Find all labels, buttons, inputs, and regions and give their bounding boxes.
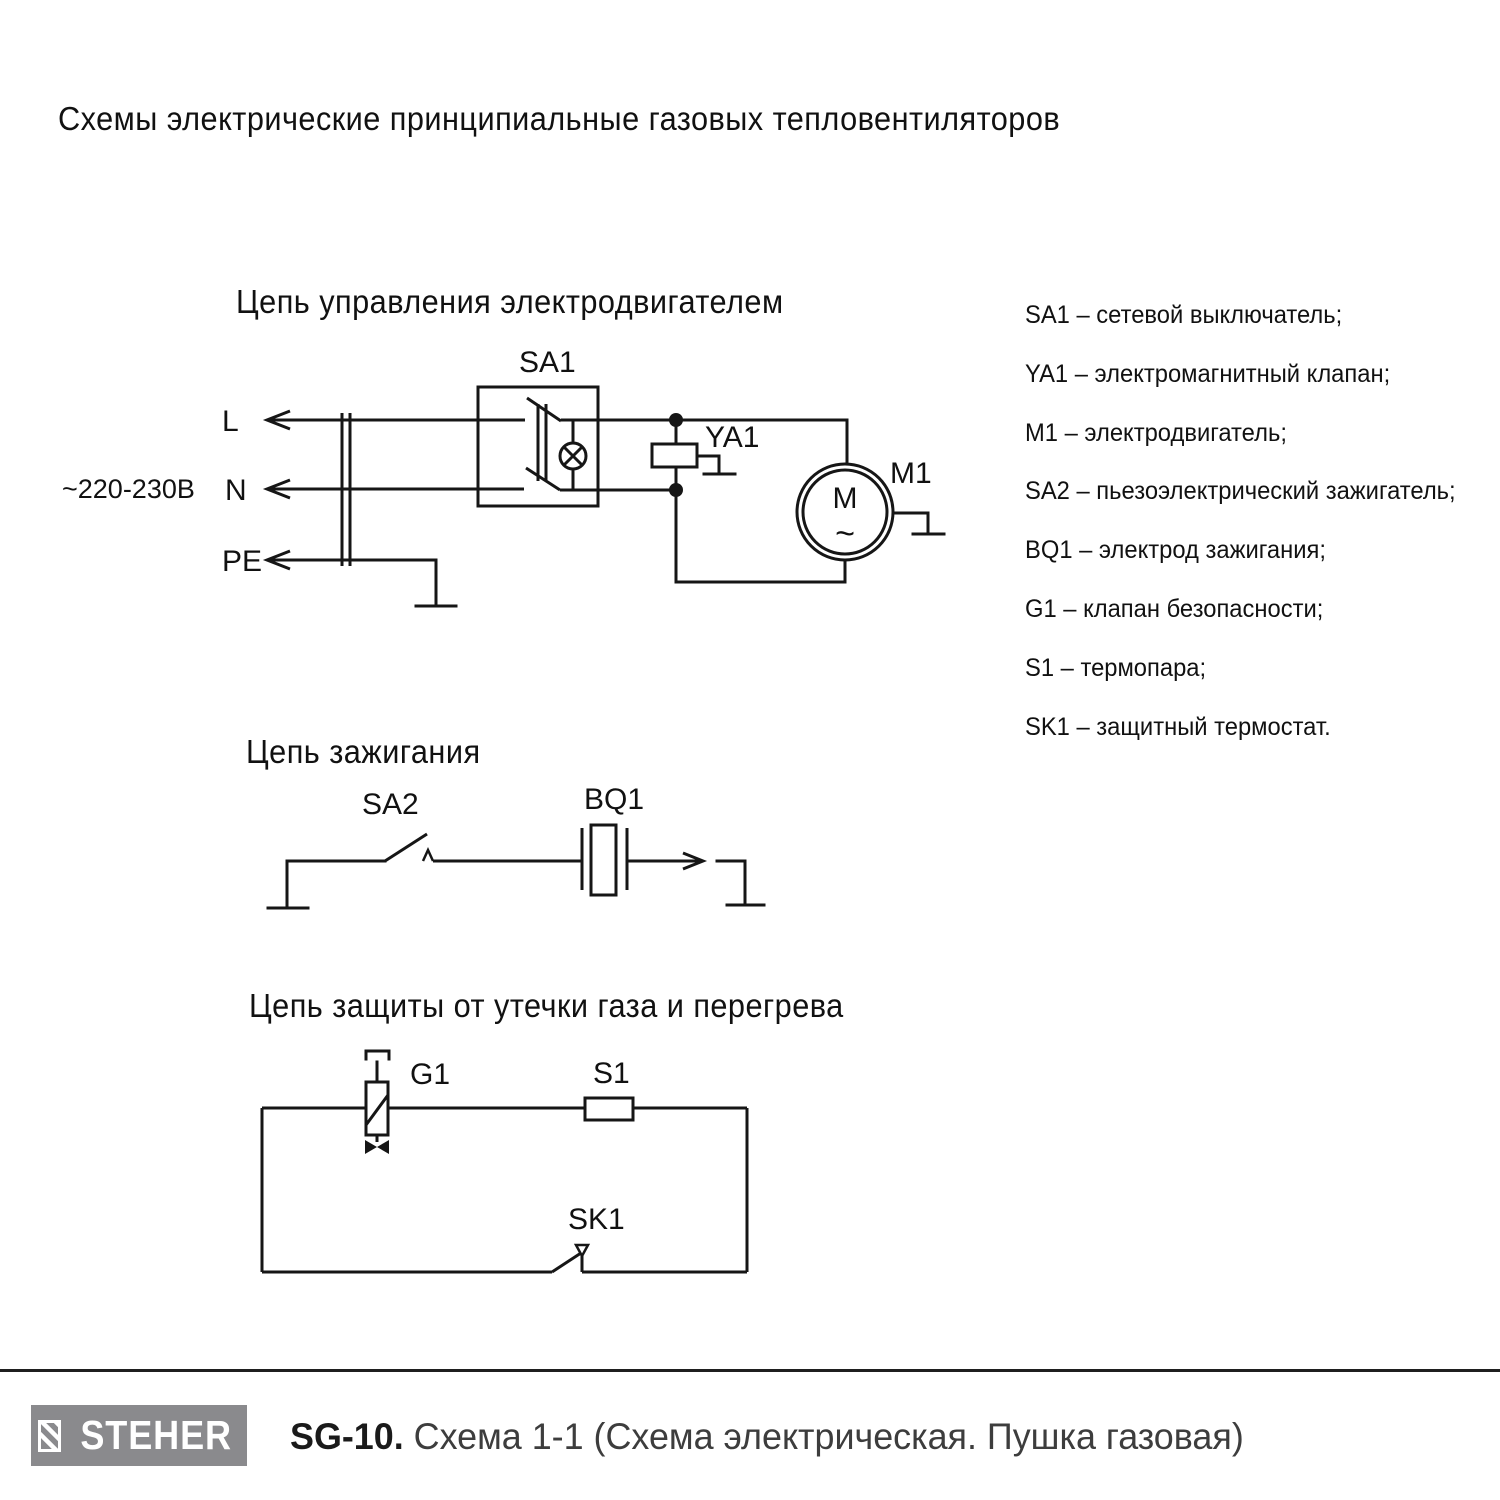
ignition-left-ground-icon bbox=[268, 861, 385, 908]
ya1-coil bbox=[652, 444, 697, 467]
footer-caption bbox=[290, 1416, 1244, 1458]
brand-mark-icon bbox=[36, 1418, 63, 1454]
terminal-n-label: N bbox=[225, 474, 247, 507]
ignition-right-ground-icon bbox=[717, 861, 764, 905]
scheme-caption: Схема 1-1 (Схема электрическая. Пушка газовая) bbox=[413, 1416, 1244, 1457]
model-number: SG-10. bbox=[290, 1416, 404, 1457]
lamp-cross-icon bbox=[564, 447, 582, 465]
sk1-blade bbox=[552, 1253, 581, 1272]
g1-sensor-head-icon bbox=[366, 1051, 389, 1082]
s1-label: S1 bbox=[593, 1057, 630, 1090]
sa2-label: SA2 bbox=[362, 788, 419, 821]
control-circuit-title: Цепь управления электродвигателем bbox=[236, 283, 784, 320]
s1-body bbox=[585, 1098, 633, 1120]
legend-item-s1: S1 – термопара; bbox=[1025, 653, 1207, 682]
ya1-ground-icon bbox=[697, 456, 735, 474]
sa1-linkage-icon bbox=[538, 404, 546, 481]
footer-divider bbox=[0, 1369, 1500, 1372]
wire-to-motor-bottom bbox=[676, 490, 845, 582]
brand-logo bbox=[31, 1405, 247, 1466]
control-circuit-drawing bbox=[62, 346, 944, 606]
motor-ground-icon bbox=[893, 513, 944, 534]
terminal-l-label: L bbox=[222, 405, 239, 438]
motor-ac-symbol: ~ bbox=[835, 515, 855, 553]
sa1-blade-bottom bbox=[526, 468, 560, 490]
sa1-blade-top bbox=[527, 398, 561, 421]
protection-circuit-title: Цепь защиты от утечки газа и перегрева bbox=[249, 987, 844, 1024]
bq1-label: BQ1 bbox=[584, 783, 645, 816]
g1-diagonal bbox=[366, 1095, 388, 1125]
legend-item-g1: G1 – клапан безопасности; bbox=[1025, 594, 1324, 623]
ignition-circuit-drawing bbox=[268, 783, 764, 908]
sk1-label: SK1 bbox=[568, 1203, 625, 1236]
m1-label: M1 bbox=[890, 457, 932, 490]
g1-valve-icon bbox=[365, 1140, 389, 1154]
ya1-label: YA1 bbox=[705, 421, 760, 454]
legend-item-sa2: SA2 – пьезоэлектрический зажигатель; bbox=[1025, 477, 1456, 506]
legend-item-sk1: SK1 – защитный термостат. bbox=[1025, 712, 1331, 741]
page-title: Схемы электрические принципиальные газовых тепловентиляторов bbox=[58, 100, 1061, 137]
bq1-body bbox=[591, 825, 616, 895]
sa2-blade bbox=[385, 834, 427, 861]
sa1-label: SA1 bbox=[519, 346, 576, 379]
legend-item-bq1: BQ1 – электрод зажигания; bbox=[1025, 536, 1326, 565]
motor-letter: M bbox=[832, 482, 858, 515]
legend-item-ya1: YA1 – электромагнитный клапан; bbox=[1025, 359, 1391, 388]
protection-circuit-drawing bbox=[262, 1051, 747, 1272]
sa2-actuator-icon bbox=[423, 850, 433, 861]
brand-name: STEHER bbox=[80, 1412, 232, 1458]
g1-label: G1 bbox=[410, 1058, 451, 1091]
terminal-pe-label: PE bbox=[222, 545, 263, 578]
ignition-circuit-title: Цепь зажигания bbox=[246, 733, 481, 770]
supply-voltage-label: ~220-230В bbox=[62, 474, 195, 504]
pe-ground-icon bbox=[416, 560, 456, 606]
legend-item-sa1: SA1 – сетевой выключатель; bbox=[1025, 301, 1343, 329]
legend-item-m1: M1 – электродвигатель; bbox=[1025, 418, 1287, 447]
